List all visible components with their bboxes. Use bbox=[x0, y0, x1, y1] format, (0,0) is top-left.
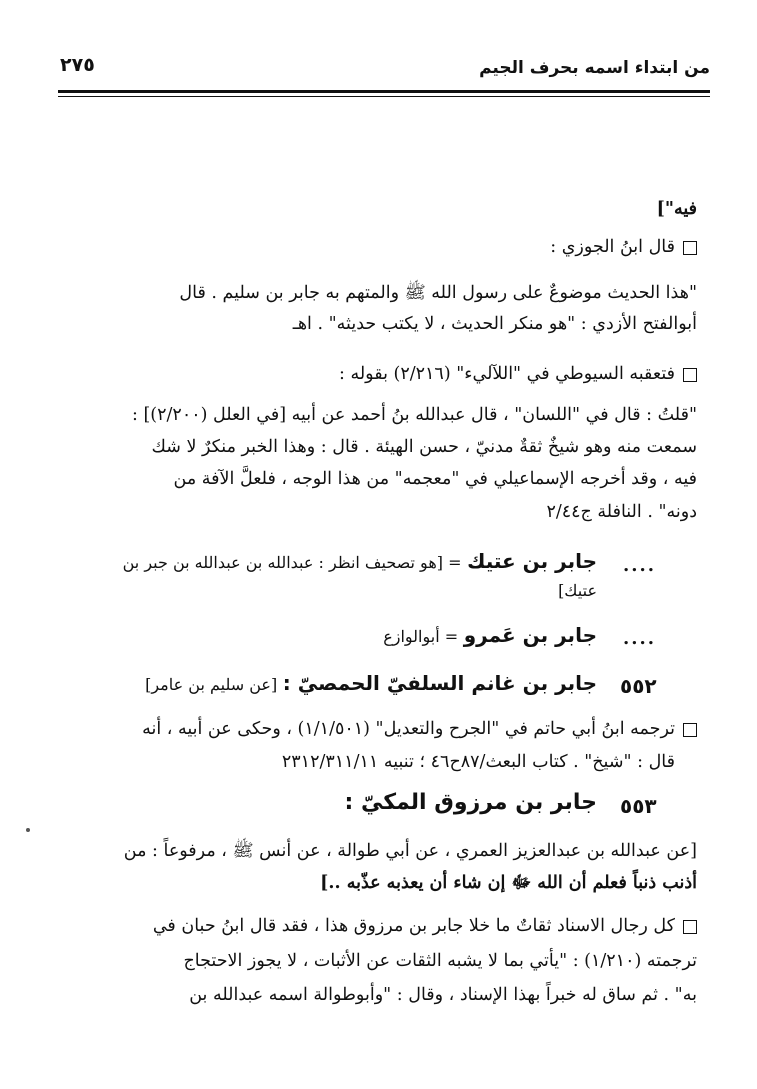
text-line: فتعقبه السيوطي في "اللآليء" (٢/٢١٦) بقوله : bbox=[339, 364, 675, 384]
entry-heading bbox=[383, 622, 597, 650]
text-line: دونه" . النافلة ج٢/٤٤ bbox=[546, 502, 697, 522]
running-header bbox=[60, 52, 710, 86]
entry-heading bbox=[145, 670, 597, 698]
entry-number: ٥٥٢ bbox=[620, 674, 657, 698]
text-line: قال ابنُ الجوزي : bbox=[550, 237, 675, 257]
text-line: أبوالفتح الأزدي : "هو منكر الحديث ، لا يكتب حديثه" . اهـ bbox=[292, 314, 697, 334]
entry-heading bbox=[123, 548, 597, 576]
entry-note: [عن سليم بن عامر] bbox=[145, 675, 278, 694]
entry-name: جابر بن عتيك bbox=[467, 549, 597, 573]
running-title: من ابتداء اسمه بحرف الجيم bbox=[479, 58, 710, 78]
entry-name: جابر بن عَمرو bbox=[463, 623, 597, 647]
text-line: [عن عبدالله بن عبدالعزيز العمري ، عن أبي طوالة ، عن أنس ﷺ ، مرفوعاً : من bbox=[123, 841, 697, 861]
bullet-box-icon bbox=[683, 368, 697, 382]
text-line: ترجمه ابنُ أبي حاتم في "الجرح والتعديل" (١/١/٥٠١) ، وحكى عن أبيه ، أنه bbox=[142, 719, 675, 739]
entry-note: = [هو تصحيف انظر : عبدالله بن عبدالله بن جبر بن bbox=[122, 553, 462, 572]
entry-note: = أبوالوازع bbox=[383, 627, 459, 646]
entry-marker: .... bbox=[623, 555, 657, 576]
text-line: قال : "شيخ" . كتاب البعث/٨٧ح٤٦ ؛ تنبيه ٢٣١٢/٣١١/١١ bbox=[281, 752, 675, 772]
text-line: "قلتُ : قال في "اللسان" ، قال عبدالله بنُ أحمد عن أبيه [في العلل (٢/٢٠٠)] : bbox=[132, 405, 697, 425]
text-line: به" . ثم ساق له خبراً بهذا الإسناد ، وقال : "وأبوطوالة اسمه عبدالله بن bbox=[189, 985, 697, 1005]
text-line: سمعت منه وهو شيخٌ ثقةٌ مدنيّ ، حسن الهيئة . قال : وهذا الخبر منكرٌ لا شك bbox=[151, 437, 697, 457]
text-line: فيه ، وقد أخرجه الإسماعيلي في "معجمه" من هذا الوجه ، فلعلَّ الآفة من bbox=[173, 469, 697, 489]
page-number: ٢٧٥ bbox=[60, 54, 95, 76]
header-rule-thin bbox=[58, 96, 710, 97]
bullet-box-icon bbox=[683, 920, 697, 934]
entry-name: جابر بن مرزوق المكيّ : bbox=[344, 790, 597, 815]
entry-note: عتيك] bbox=[558, 581, 597, 600]
header-rule-thick bbox=[58, 90, 710, 93]
text-line: فيه"] bbox=[656, 199, 697, 219]
entry-name: جابر بن غانم السلفيّ الحمصيّ : bbox=[282, 671, 597, 695]
text-line: ترجمته (١/٢١٠) : "يأتي بما لا يشبه الثقات عن الأثبات ، لا يجوز الاحتجاج bbox=[183, 951, 697, 971]
entry-marker: .... bbox=[623, 628, 657, 649]
bullet-box-icon bbox=[683, 723, 697, 737]
text-line: "هذا الحديث موضوعٌ على رسول الله ﷺ والمتهم به جابر بن سليم . قال bbox=[179, 283, 697, 303]
scan-speck bbox=[26, 828, 30, 832]
text-line: أذنب ذنباً فعلم أن الله ﷻ إن شاء أن يعذبه عذّبه ..] bbox=[320, 873, 697, 893]
entry-number: ٥٥٣ bbox=[620, 794, 657, 818]
bullet-box-icon bbox=[683, 241, 697, 255]
entry-heading bbox=[345, 790, 597, 817]
text-line: كل رجال الاسناد ثقاتٌ ما خلا جابر بن مرزوق هذا ، فقد قال ابنُ حبان في bbox=[152, 916, 675, 936]
